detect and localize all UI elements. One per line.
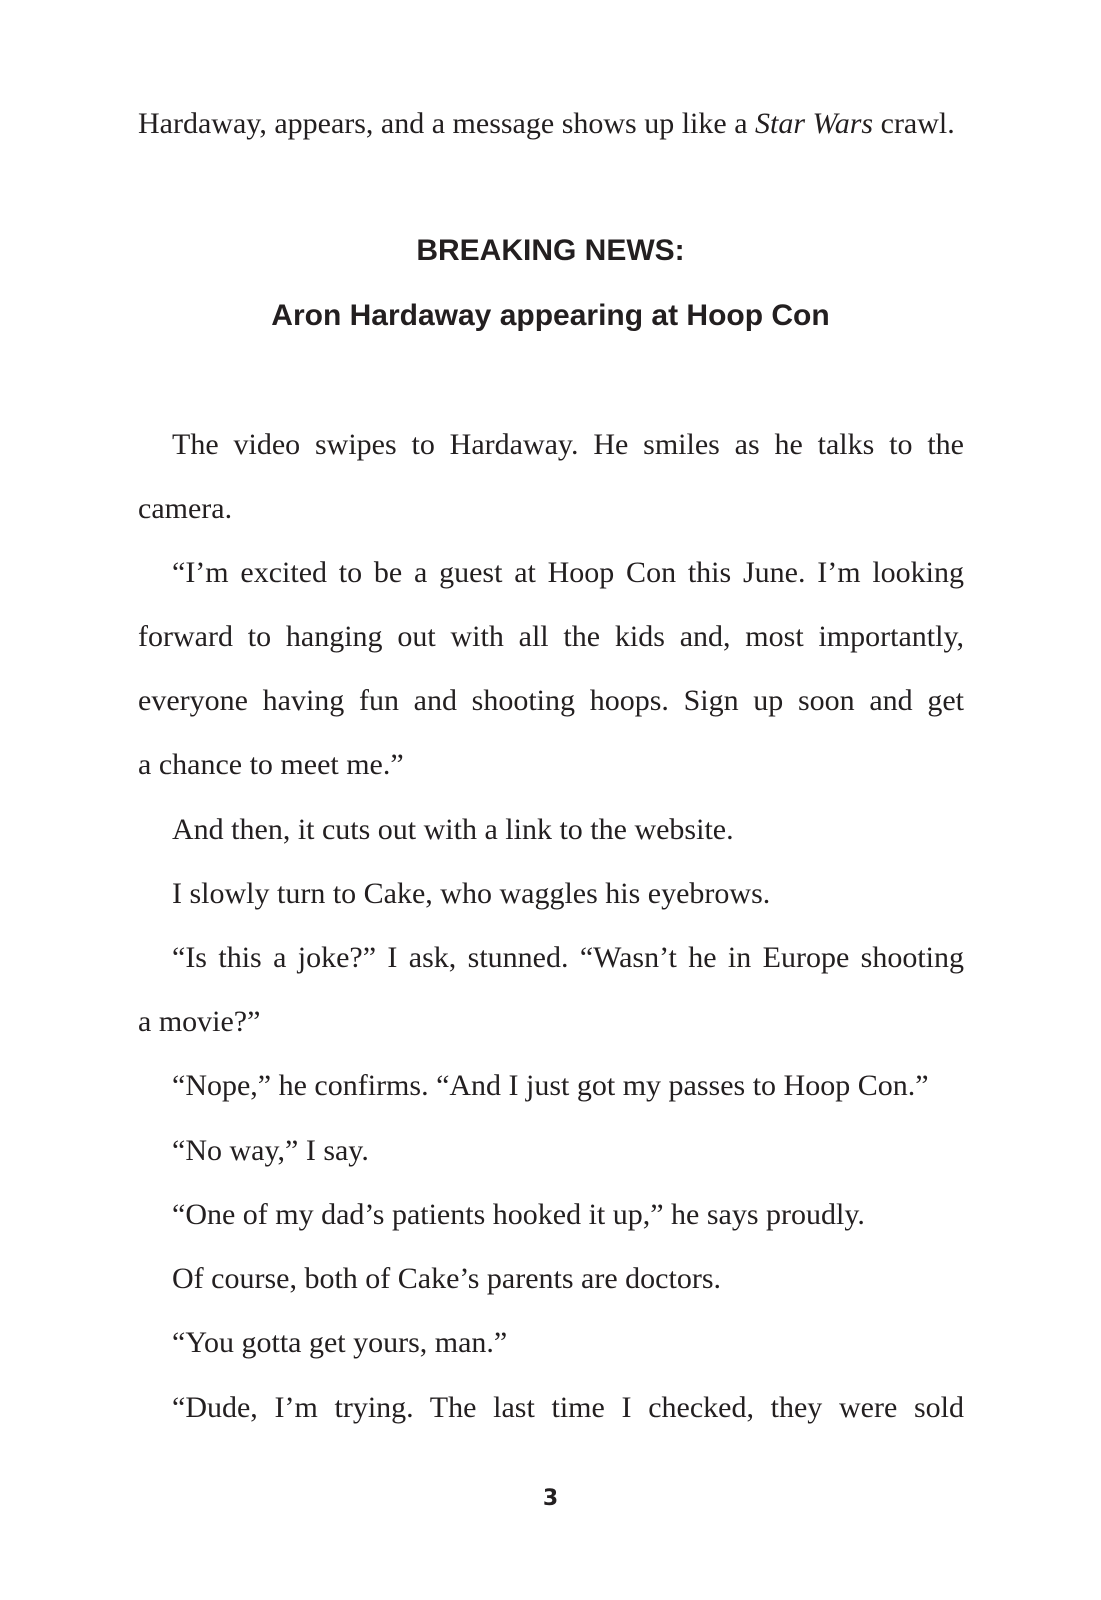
paragraph-line: a movie?” xyxy=(138,1005,261,1038)
paragraph-line: I slowly turn to Cake, who waggles his eyebrows. xyxy=(172,877,771,910)
breaking-news-subtitle: Aron Hardaway appearing at Hoop Con xyxy=(271,299,830,332)
italic-title: Star Wars xyxy=(755,107,874,140)
paragraph-line: “I’m excited to be a guest at Hoop Con this June. I’m looking xyxy=(172,556,964,589)
body-text: crawl. xyxy=(873,107,955,140)
page-number: 3 xyxy=(542,1486,559,1511)
paragraph-line: a chance to meet me.” xyxy=(138,748,404,781)
paragraph-line: “One of my dad’s patients hooked it up,” he says proudly. xyxy=(172,1198,865,1231)
paragraph-line: camera. xyxy=(138,492,233,525)
paragraph-line: “No way,” I say. xyxy=(172,1134,369,1167)
body-text: Hardaway, appears, and a message shows up like a xyxy=(138,107,756,140)
body-line-1 xyxy=(138,104,964,144)
paragraph-line: Of course, both of Cake’s parents are doctors. xyxy=(172,1262,721,1295)
paragraph-line: The video swipes to Hardaway. He smiles as he talks to the xyxy=(172,428,964,461)
paragraph-line: forward to hanging out with all the kids and, most importantly, xyxy=(138,620,964,653)
paragraph-line: “Is this a joke?” I ask, stunned. “Wasn’t he in Europe shooting xyxy=(172,941,964,974)
breaking-news-title: BREAKING NEWS: xyxy=(416,234,685,267)
paragraph-line: And then, it cuts out with a link to the website. xyxy=(172,813,734,846)
paragraph-line: “Nope,” he confirms. “And I just got my passes to Hoop Con.” xyxy=(172,1069,929,1102)
paragraph-line: “You gotta get yours, man.” xyxy=(172,1326,508,1359)
paragraph-line: everyone having fun and shooting hoops. Sign up soon and get xyxy=(138,684,964,717)
paragraph-line: “Dude, I’m trying. The last time I checked, they were sold xyxy=(172,1391,964,1424)
